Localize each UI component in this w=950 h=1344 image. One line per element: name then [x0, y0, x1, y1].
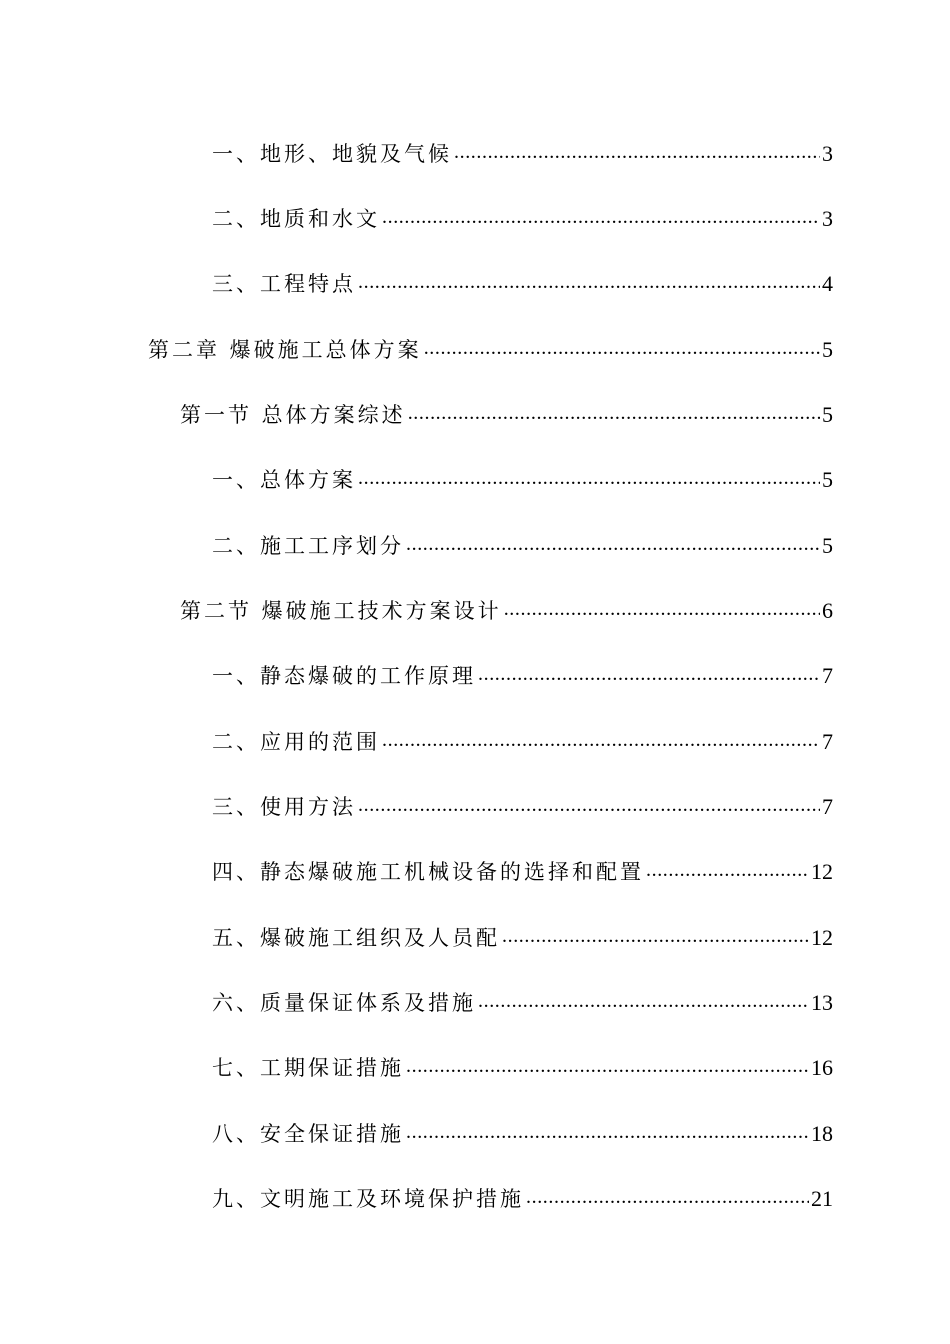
toc-entry-title: 六、质量保证体系及措施 — [212, 991, 476, 1015]
toc-leader-dots — [406, 1054, 809, 1082]
toc-entry-page: 21 — [811, 1186, 833, 1211]
toc-leader-dots — [358, 793, 820, 821]
toc-entry[interactable] — [212, 846, 833, 886]
toc-entry[interactable] — [212, 258, 833, 298]
toc-leader-dots — [478, 662, 820, 690]
toc-entry-page: 7 — [822, 794, 833, 819]
toc-entry-page: 12 — [811, 859, 833, 884]
toc-entry-page: 18 — [811, 1121, 833, 1146]
toc-entry[interactable] — [212, 977, 833, 1017]
toc-leader-dots — [478, 989, 809, 1017]
toc-entry-page: 6 — [822, 598, 833, 623]
toc-entry[interactable] — [212, 128, 833, 168]
toc-entry-page: 5 — [822, 402, 833, 427]
toc-entry[interactable] — [212, 520, 833, 560]
toc-entry-page: 7 — [822, 663, 833, 688]
toc-leader-dots — [504, 597, 820, 625]
toc-entry[interactable] — [212, 1042, 833, 1082]
toc-entry-title: 五、爆破施工组织及人员配 — [212, 926, 500, 950]
toc-leader-dots — [454, 140, 820, 168]
toc-entry-title: 二、施工工序划分 — [212, 534, 404, 558]
toc-leader-dots — [502, 924, 809, 952]
toc-entry[interactable] — [212, 1173, 833, 1213]
toc-entry[interactable] — [212, 454, 833, 494]
toc-entry-title: 第一节 总体方案综述 — [180, 403, 406, 427]
toc-entry-title: 一、地形、地貌及气候 — [212, 142, 452, 166]
toc-entry-title: 八、安全保证措施 — [212, 1122, 404, 1146]
toc-entry[interactable] — [212, 650, 833, 690]
toc-entry[interactable] — [212, 781, 833, 821]
toc-entry-chapter[interactable] — [148, 324, 833, 364]
toc-entry-section[interactable] — [180, 389, 833, 429]
toc-leader-dots — [358, 270, 820, 298]
toc-leader-dots — [646, 858, 809, 886]
toc-entry-section[interactable] — [180, 585, 833, 625]
toc-entry-title: 九、文明施工及环境保护措施 — [212, 1187, 524, 1211]
toc-entry-title: 三、使用方法 — [212, 795, 356, 819]
toc-entry-title: 三、工程特点 — [212, 272, 356, 296]
toc-entry-page: 3 — [822, 206, 833, 231]
toc-entry-title: 四、静态爆破施工机械设备的选择和配置 — [212, 860, 644, 884]
toc-entry-page: 3 — [822, 141, 833, 166]
toc-entry[interactable] — [212, 1108, 833, 1148]
toc-entry[interactable] — [212, 912, 833, 952]
toc-entry-page: 16 — [811, 1055, 833, 1080]
toc-leader-dots — [424, 336, 820, 364]
toc-entry-page: 5 — [822, 533, 833, 558]
toc-entry-title: 一、总体方案 — [212, 468, 356, 492]
toc-entry-page: 13 — [811, 990, 833, 1015]
toc-leader-dots — [358, 466, 820, 494]
toc-entry-title: 二、地质和水文 — [212, 207, 380, 231]
toc-leader-dots — [406, 532, 820, 560]
toc-entry-page: 4 — [822, 271, 833, 296]
toc-entry-title: 第二章 爆破施工总体方案 — [148, 338, 422, 362]
toc-entry-page: 12 — [811, 925, 833, 950]
toc-leader-dots — [382, 728, 820, 756]
toc-entry[interactable] — [212, 193, 833, 233]
toc-leader-dots — [406, 1120, 809, 1148]
toc-entry-page: 5 — [822, 467, 833, 492]
toc-leader-dots — [408, 401, 820, 429]
toc-entry-page: 7 — [822, 729, 833, 754]
toc-entry-title: 二、应用的范围 — [212, 730, 380, 754]
toc-leader-dots — [526, 1185, 809, 1213]
toc-entry-title: 一、静态爆破的工作原理 — [212, 664, 476, 688]
toc-entry-page: 5 — [822, 337, 833, 362]
toc-entry-title: 第二节 爆破施工技术方案设计 — [180, 599, 502, 623]
toc-leader-dots — [382, 205, 820, 233]
toc-entry-title: 七、工期保证措施 — [212, 1056, 404, 1080]
toc-entry[interactable] — [212, 716, 833, 756]
